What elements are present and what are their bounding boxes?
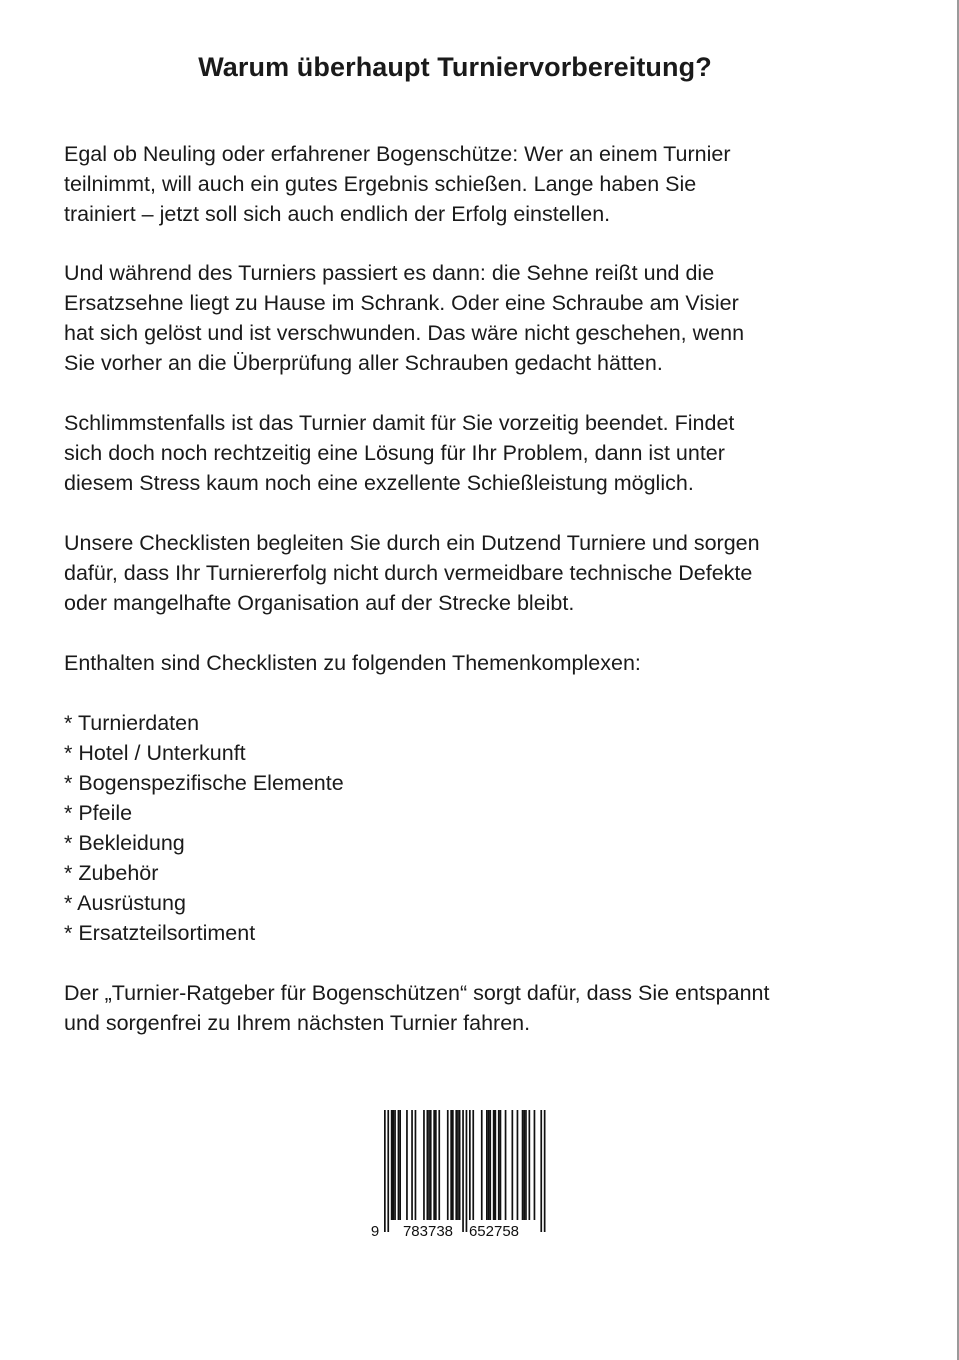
list-item: * Turnierdaten <box>64 711 200 735</box>
page-title: Warum überhaupt Turniervorbereitung? <box>198 52 712 82</box>
barcode-guard-bar <box>384 1110 386 1232</box>
paragraph-line: hat sich gelöst und ist verschwunden. Das wäre nicht geschehen, wenn <box>64 321 745 345</box>
barcode-bar <box>450 1110 452 1220</box>
barcode-bar <box>512 1110 514 1220</box>
paragraph-problem <box>64 258 894 378</box>
barcode-bar <box>505 1110 507 1220</box>
paragraph-line: dafür, dass Ihr Turniererfolg nicht durch vermeidbare technische Defekte <box>64 561 753 585</box>
barcode-guard-bar <box>387 1110 389 1232</box>
list-item: * Ersatzteilsortiment <box>64 921 256 945</box>
barcode-bar <box>498 1110 500 1220</box>
barcode-bar <box>399 1110 401 1220</box>
barcode-bar <box>529 1110 531 1220</box>
barcode-bar <box>459 1110 461 1220</box>
barcode-bar <box>522 1110 524 1220</box>
paragraph-line: teilnimmt, will auch ein gutes Ergebnis schießen. Lange haben Sie <box>64 172 697 196</box>
barcode-bar <box>493 1110 495 1220</box>
barcode-bar <box>457 1110 459 1220</box>
barcode-bar <box>455 1110 457 1220</box>
list-item: * Pfeile <box>64 801 133 825</box>
barcode-bar <box>486 1110 488 1220</box>
barcode-bar <box>398 1110 400 1220</box>
barcode-bar <box>415 1110 417 1220</box>
barcode-graphic <box>370 1110 546 1242</box>
paragraph-line: sich doch noch rechtzeitig eine Lösung für Ihr Problem, dann ist unter <box>64 441 725 465</box>
barcode-guard-bar <box>466 1110 468 1232</box>
paragraph-line: Und während des Turniers passiert es dann: die Sehne reißt und die <box>64 261 715 285</box>
paragraph-line: diesem Stress kaum noch eine exzellente Schießleistung möglich. <box>64 471 694 495</box>
barcode-bar <box>427 1110 429 1220</box>
barcode-bar <box>428 1110 430 1220</box>
barcode-bar <box>411 1110 413 1220</box>
paragraph-line: Unsere Checklisten begleiten Sie durch ein Dutzend Turniere und sorgen <box>64 531 760 555</box>
barcode-bar <box>394 1110 396 1220</box>
barcode-bar <box>534 1110 536 1220</box>
barcode-bar <box>481 1110 483 1220</box>
barcode-left-digits: 783738 <box>402 1223 454 1240</box>
paragraph-line: und sorgenfrei zu Ihrem nächsten Turnier fahren. <box>64 1011 531 1035</box>
paragraph-line: Der „Turnier-Ratgeber für Bogenschützen“ sorgt dafür, dass Sie entspannt <box>64 981 770 1005</box>
barcode-right-digits: 652758 <box>468 1223 520 1240</box>
paragraph-line: oder mangelhafte Organisation auf der Strecke bleibt. <box>64 591 575 615</box>
paragraph-line: Enthalten sind Checklisten zu folgenden Themenkomplexen: <box>64 651 641 675</box>
paragraph-intro <box>64 139 894 229</box>
barcode-bar <box>438 1110 440 1220</box>
barcode-bar <box>452 1110 454 1220</box>
barcode-guard-bar <box>544 1110 546 1232</box>
barcode-guard-bar <box>540 1110 542 1232</box>
paragraph-line: Schlimmstenfalls ist das Turnier damit für Sie vorzeitig beendet. Findet <box>64 411 735 435</box>
list-item: * Bogenspezifische Elemente <box>64 771 344 795</box>
barcode-bar <box>472 1110 474 1220</box>
topic-list <box>64 708 344 948</box>
barcode-bar <box>525 1110 527 1220</box>
barcode-bar <box>495 1110 497 1220</box>
barcode-bar <box>469 1110 471 1220</box>
barcode-bar <box>489 1110 491 1220</box>
paragraph-line: trainiert – jetzt soll sich auch endlich der Erfolg einstellen. <box>64 202 611 226</box>
list-item: * Bekleidung <box>64 831 185 855</box>
barcode-bar <box>433 1110 435 1220</box>
paragraph-line: Sie vorher an die Überprüfung aller Schrauben gedacht hätten. <box>64 351 663 375</box>
list-item: * Hotel / Unterkunft <box>64 741 246 765</box>
barcode-bar <box>430 1110 432 1220</box>
barcode-bar <box>423 1110 425 1220</box>
paragraph-line: Egal ob Neuling oder erfahrener Bogenschütze: Wer an einem Turnier <box>64 142 731 166</box>
isbn-barcode <box>370 1110 546 1242</box>
barcode-bar <box>488 1110 490 1220</box>
barcode-bar <box>517 1110 519 1220</box>
paragraph-line: Ersatzsehne liegt zu Hause im Schrank. Oder eine Schraube am Visier <box>64 291 739 315</box>
barcode-bar <box>406 1110 408 1220</box>
barcode-bar <box>391 1110 393 1220</box>
barcode-bar <box>523 1110 525 1220</box>
paragraph-closing <box>64 978 894 1038</box>
barcode-bar <box>500 1110 502 1220</box>
barcode-bar <box>435 1110 437 1220</box>
list-item: * Ausrüstung <box>64 891 186 915</box>
barcode-guard-bar <box>462 1110 464 1232</box>
paragraph-contents-intro <box>64 648 894 678</box>
list-item: * Zubehör <box>64 861 159 885</box>
paragraph-consequence <box>64 408 894 498</box>
barcode-bar <box>393 1110 395 1220</box>
barcode-first-digit: 9 <box>370 1223 380 1240</box>
barcode-bar <box>447 1110 449 1220</box>
barcode-bars <box>384 1110 546 1232</box>
paragraph-checklists <box>64 528 894 618</box>
